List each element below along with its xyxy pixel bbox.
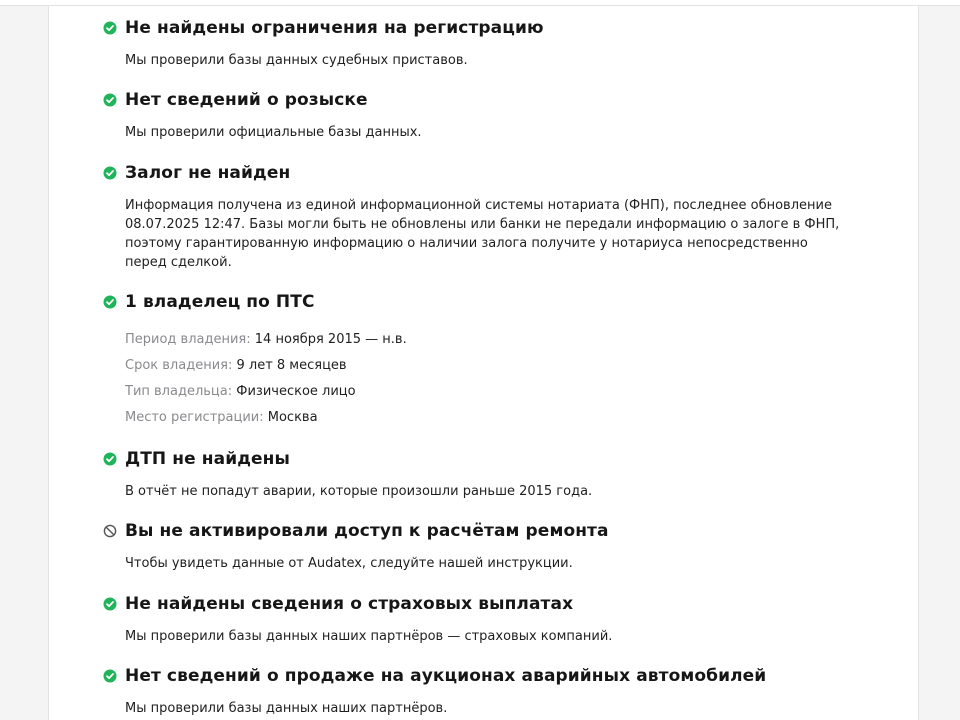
section-description: Мы проверили официальные базы данных. (125, 125, 422, 140)
section-title: Нет сведений о розыске (125, 90, 368, 110)
section-description: Информация получена из единой информационной системы нотариата (ФНП), последнее обновление 08.07.2025 12:47. Базы могли быть не обновлены или банки не передали информацию о залоге в ФНП, поэтому гарантированную информацию о наличии залога получите у нотариуса непосредственно перед сделкой. (125, 198, 840, 270)
section-description: В отчёт не попадут аварии, которые произошли раньше 2015 года. (125, 484, 593, 499)
owner-detail-row (125, 331, 407, 349)
detail-label: Период владения: (125, 332, 251, 347)
detail-label: Тип владельца: (125, 384, 233, 399)
owner-detail-row (125, 409, 318, 427)
check-circle-icon (103, 93, 117, 107)
owner-detail-row (125, 383, 356, 401)
detail-value: 14 ноября 2015 — н.в. (254, 332, 407, 347)
report-card (48, 6, 919, 720)
section-description: Мы проверили базы данных наших партнёров — страховых компаний. (125, 629, 613, 644)
section-description: Мы проверили базы данных судебных приставов. (125, 53, 468, 68)
detail-value: Физическое лицо (236, 384, 356, 399)
owner-detail-row (125, 357, 347, 375)
check-circle-icon (103, 21, 117, 35)
section-title: ДТП не найдены (125, 449, 290, 469)
detail-value: 9 лет 8 месяцев (236, 358, 347, 373)
check-circle-icon (103, 166, 117, 180)
section-description: Чтобы увидеть данные от Audatex, следуйте нашей инструкции. (125, 556, 573, 571)
check-circle-icon (103, 669, 117, 683)
section-title: Нет сведений о продаже на аукционах аварийных автомобилей (125, 666, 767, 686)
detail-label: Место регистрации: (125, 410, 264, 425)
check-circle-icon (103, 452, 117, 466)
check-circle-icon (103, 295, 117, 309)
section-title: Залог не найден (125, 163, 291, 183)
section-description: Мы проверили базы данных наших партнёров. (125, 701, 448, 716)
section-title: 1 владелец по ПТС (125, 292, 315, 312)
section-title: Не найдены сведения о страховых выплатах (125, 594, 574, 614)
check-circle-icon (103, 597, 117, 611)
detail-value: Москва (267, 410, 318, 425)
blocked-circle-icon (103, 524, 117, 538)
section-title: Не найдены ограничения на регистрацию (125, 18, 544, 38)
section-title: Вы не активировали доступ к расчётам ремонта (125, 521, 609, 541)
detail-label: Срок владения: (125, 358, 233, 373)
